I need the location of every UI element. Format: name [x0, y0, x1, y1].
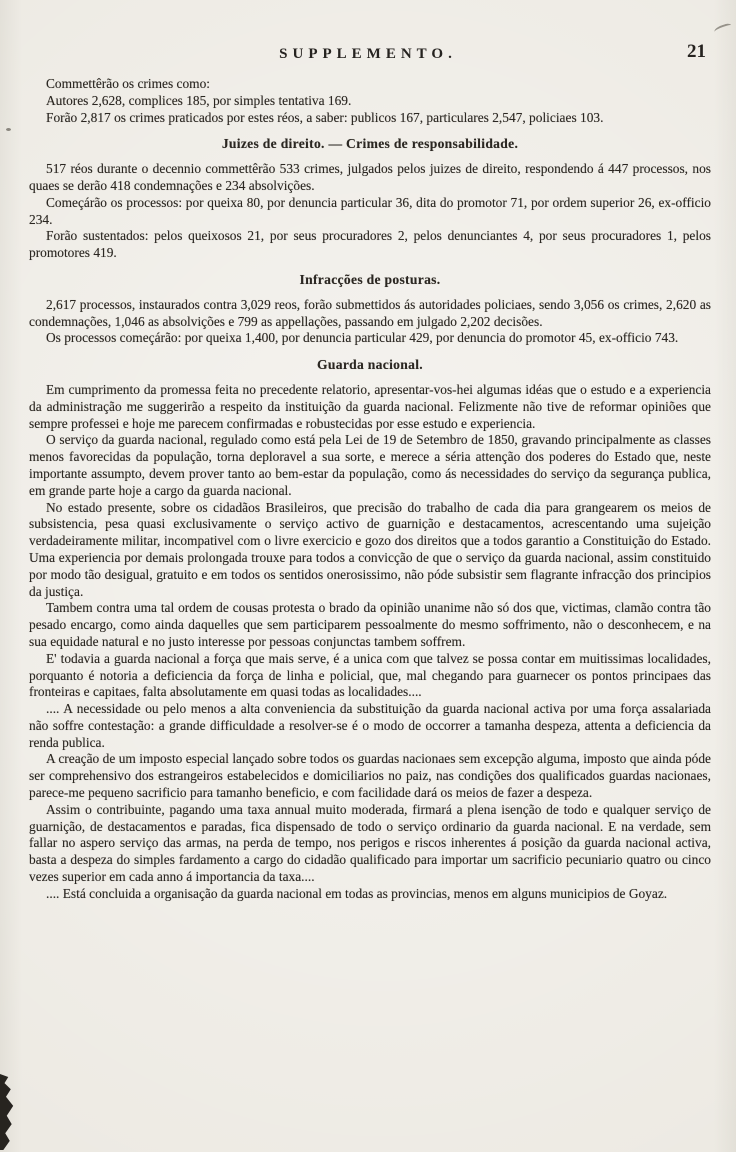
paragraph: E' todavia a guarda nacional a força que mais serve, é a unica com que talvez se possa contar em muitissimas localidades, porquanto é notoria a deficiencia da força de linha e policial, que, mal chegando para guarnecer os pontos principaes das fronteiras e capitaes, falta absolutamente em quasi todas as localidades.... [29, 650, 711, 700]
section-heading-guarda-nacional: Guarda nacional. [316, 357, 424, 373]
page-number: 21 [687, 41, 706, 62]
paragraph: Forão sustentados: pelos queixosos 21, por seus procuradores 2, pelos denunciantes 4, por seus procuradores 1, pelos promotores 419. [29, 228, 711, 261]
paragraph: .... Está concluida a organisação da guarda nacional em todas as provincias, menos em alguns municipios de Goyaz. [46, 885, 668, 901]
paragraph: Começárão os processos: por queixa 80, por denuncia particular 36, dita do promotor 71, por ordem superior 26, ex-officio 234. [29, 194, 711, 227]
paragraph: Forão 2,817 os crimes praticados por estes réos, a saber: publicos 167, particulares 2,547, policiaes 103. [46, 109, 604, 125]
paragraph: Em cumprimento da promessa feita no precedente relatorio, apresentar-vos-hei algumas idéas que o estudo e a experiencia da administração me suggerirão a respeito da instituição da guarda nacional. Felizmente não tive de reformar opiniões que sempre professei e hoje me parecem confirmadas e robustecidas por esse estudo e experiencia. [29, 381, 711, 431]
paragraph: Os processos começárão: por queixa 1,400, por denuncia particular 429, por denuncia do promotor 45, ex-officio 743. [46, 330, 679, 346]
paragraph: A creação de um imposto especial lançado sobre todos os guardas nacionaes sem excepção alguma, imposto que ainda póde ser comprehensivo dos estrangeiros estabelecidos e domiciliarios no paiz, nas condições dos qualificados guardas nacionaes, parece-me pequeno sacrificio para tamanho beneficio, e com facilidade dará os meios de fazer a despeza. [29, 751, 711, 801]
paragraph: Commettêrão os crimes como: [46, 76, 210, 91]
page-header [0, 0, 736, 70]
paragraph: 517 réos durante o decennio commettêrão 533 crimes, julgados pelos juizes de direito, respondendo á 447 processos, nos quaes se derão 418 condemnações e 234 absolvições. [29, 161, 711, 193]
page-title: SUPPLEMENTO. [279, 46, 457, 62]
paragraph: .... A necessidade ou pelo menos a alta conveniencia da substituição da guarda nacional activa por uma força assalariada não soffre contestação: a grande difficuldade a resolver-se é o modo de occorrer a tamanha despeza, attenta a deficiencia da renda publica. [29, 701, 711, 750]
scan-artifact-bottom-left [0, 1074, 15, 1150]
page-body [0, 70, 736, 903]
section-heading-juizes-de-direito: Juizes de direito. — Crimes de responsabilidade. [221, 136, 519, 152]
paragraph: Assim o contribuinte, pagando uma taxa annual muito moderada, firmará a plena isenção de todo e qualquer serviço de guarnição, de destacamentos e paradas, fica dispensado de todo o serviço ordinario da guarda nacional. E na verdade, sem fallar no aspero serviço das armas, na perda de tempo, nos perigos e riscos inherentes á posição da guarda nacional activa, basta a despeza do simples fardamento a cargo do cidadão qualificado para importar um sacrificio pecuniario quatro ou cinco vezes superior em cada anno á importancia da taxa.... [29, 801, 711, 885]
section-heading-infraccoes-de-posturas: Infracções de posturas. [299, 271, 441, 287]
paragraph: Tambem contra uma tal ordem de cousas protesta o brado da opinião unanime não só dos que, victimas, clamão contra tão pesado encargo, como ainda daquelles que sem participarem pessoalmente do mesmo soffrimento, não o desconhecem, e na sua equidade natural e no justo interesse por pessoas conjunctas tambem soffrem. [29, 600, 711, 649]
paragraph: O serviço da guarda nacional, regulado como está pela Lei de 19 de Setembro de 1850, gravando principalmente as classes menos favorecidas da população, torna deploravel a sua sorte, e merece a séria attenção dos poderes do Estado que, neste importante assumpto, devem prover tanto ao bem-estar da população, como ás necessidades do serviço da segurança publica, em grande parte hoje a cargo da guarda nacional. [29, 432, 711, 498]
paragraph: Autores 2,628, complices 185, por simples tentativa 169. [46, 92, 352, 108]
scan-speck-left-margin [6, 128, 11, 131]
paragraph: 2,617 processos, instaurados contra 3,029 reos, forão submettidos ás autoridades policiaes, sendo 3,056 os crimes, 2,620 as condemnações, 1,046 as absolvições e 799 as appellações, passando em julgado 2,202 decisões. [29, 296, 711, 329]
paragraph: No estado presente, sobre os cidadãos Brasileiros, que precisão do trabalho de cada dia para grangearem os meios de subsistencia, pesa quasi exclusivamente o serviço activo de guarnição e destacamentos, acrescentando uma sujeição verdadeiramente militar, incompativel com o livre exercicio e gozo dos direitos que a todos garantio a Constituição do Estado. Uma experiencia por demais prolongada trouxe para todos a convicção de que o serviço da guarda nacional, assim constituido por modo tão desigual, gratuito e em todos os sentidos onerosissimo, não póde subsistir sem flagrante infracção dos principios da justiça. [29, 499, 711, 599]
